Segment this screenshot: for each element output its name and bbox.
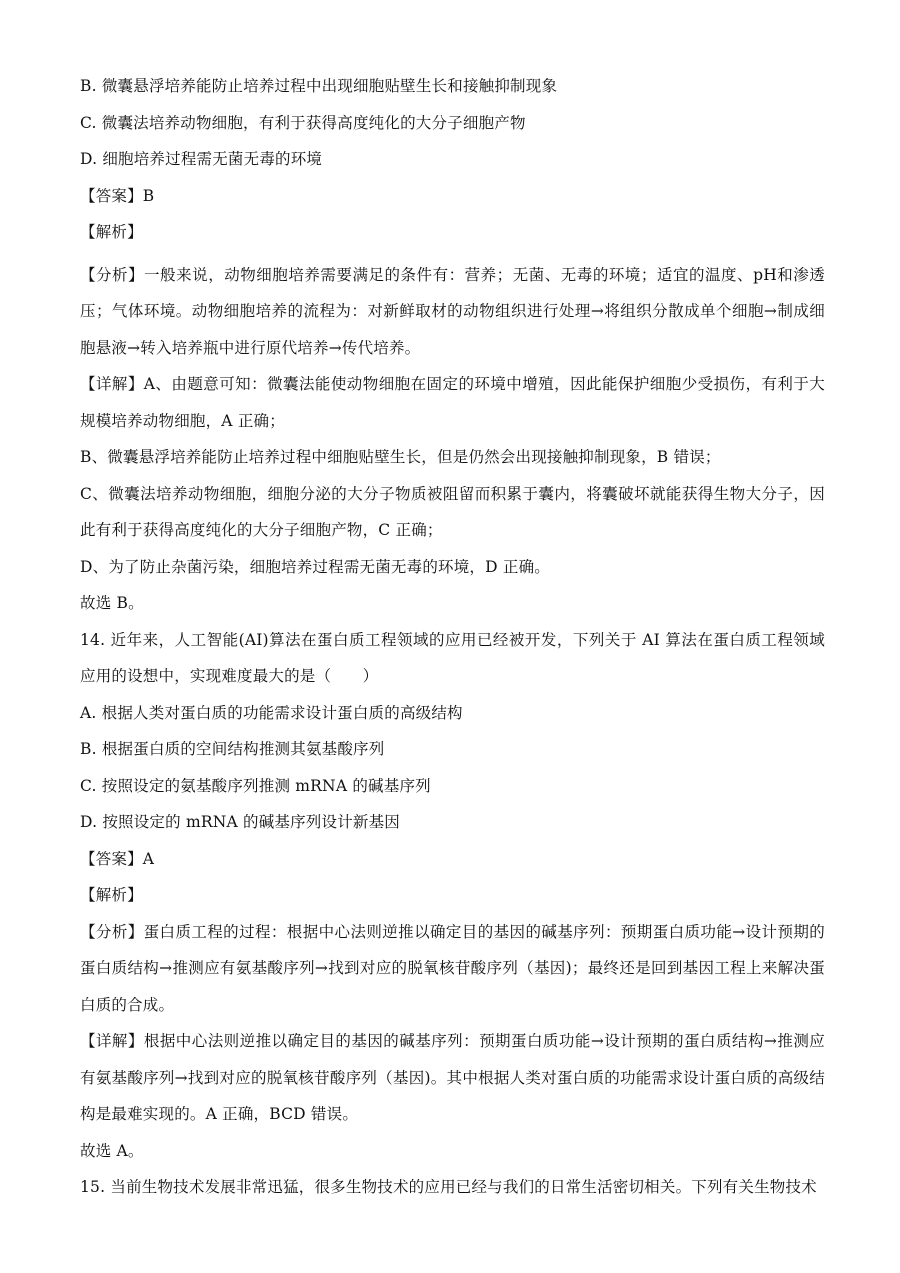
q15-stem: 15. 当前生物技术发展非常迅猛，很多生物技术的应用已经与我们的日常生活密切相关。下列有关生物技术 [80,1178,817,1196]
q13-xiangjie-c: C、微囊法培养动物细胞，细胞分泌的大分子物质被阻留而积累于囊内，将囊破坏就能获得生物大分子，因此有利于获得高度纯化的大分子细胞产物，C 正确； [80,484,825,539]
q14-stem: 14. 近年来，人工智能(AI)算法在蛋白质工程领域的应用已经被开发，下列关于 AI 算法在蛋白质工程领域应用的设想中，实现难度最大的是（ ） [80,630,825,685]
q13-xiangjie-d: D、为了防止杂菌污染，细胞培养过程需无菌无毒的环境，D 正确。 [80,557,550,576]
q13-xiangjie-a: 【详解】A、由题意可知：微囊法能使动物细胞在固定的环境中增殖，因此能保护细胞少受损伤，有利于大规模培养动物细胞，A 正确； [80,375,825,430]
q13-xiangjie-b: B、微囊悬浮培养能防止培养过程中细胞贴壁生长，但是仍然会出现接触抑制现象，B 错误； [80,448,721,466]
q13-option-b: B. 微囊悬浮培养能防止培养过程中出现细胞贴壁生长和接触抑制现象 [80,77,558,95]
q14-answer: 【答案】A [80,849,155,868]
q14-option-c: C. 按照设定的氨基酸序列推测 mRNA 的碱基序列 [80,776,431,795]
document-page [80,74,825,1206]
q14-option-d: D. 按照设定的 mRNA 的碱基序列设计新基因 [80,813,401,831]
q14-option-b: B. 根据蛋白质的空间结构推测其氨基酸序列 [80,740,385,758]
q13-analysis-heading: 【解析】 [80,223,143,241]
q14-option-a: A. 根据人类对蛋白质的功能需求设计蛋白质的高级结构 [80,703,463,722]
q13-option-d: D. 细胞培养过程需无菌无毒的环境 [80,150,323,168]
q13-option-c: C. 微囊法培养动物细胞，有利于获得高度纯化的大分子细胞产物 [80,113,526,132]
q13-conclusion: 故选 B。 [80,594,144,612]
q14-analysis-heading: 【解析】 [80,886,143,904]
q14-xiangjie: 【详解】根据中心法则逆推以确定目的基因的碱基序列：预期蛋白质功能→设计预期的蛋白质结构→推测应有氨基酸序列→找到对应的脱氧核苷酸序列（基因)。其中根据人类对蛋白质的功能需求设计蛋白质的高级结构是最难实现的。A 正确，BCD 错误。 [80,1032,825,1123]
q13-fenxi: 【分析】一般来说，动物细胞培养需要满足的条件有：营养；无菌、无毒的环境；适宜的温度、pH和渗透压；气体环境。动物细胞培养的流程为：对新鲜取材的动物组织进行处理→将组织分散成单个细胞→制成细胞悬液→转入培养瓶中进行原代培养→传代培养。 [80,265,825,357]
q14-fenxi: 【分析】蛋白质工程的过程：根据中心法则逆推以确定目的基因的碱基序列：预期蛋白质功能→设计预期的蛋白质结构→推测应有氨基酸序列→找到对应的脱氧核苷酸序列（基因)；最终还是回到基因工程上来解决蛋白质的合成。 [80,922,825,1014]
q14-conclusion: 故选 A。 [80,1141,144,1160]
q13-answer: 【答案】B [80,186,155,205]
